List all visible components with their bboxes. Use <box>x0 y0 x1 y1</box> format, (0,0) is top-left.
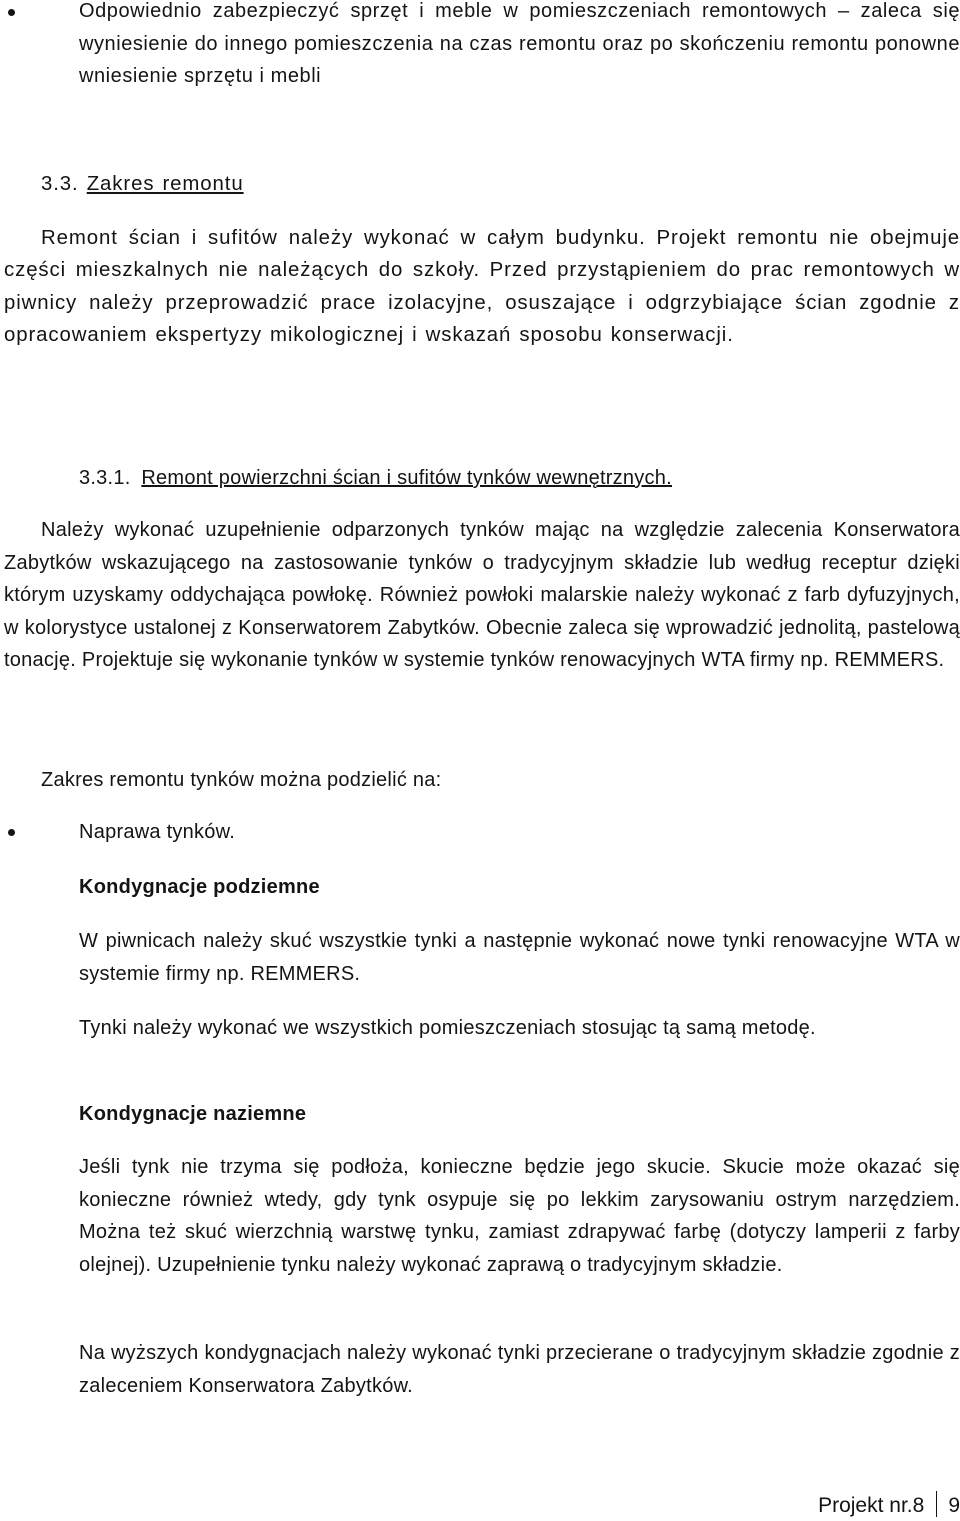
page-footer <box>818 1491 960 1521</box>
bullet-item-protect-equipment: Odpowiednio zabezpieczyć sprzęt i meble w pomieszczeniach remontowych – zaleca się wyniesienie do innego pomieszczenia na czas remontu oraz po skończeniu remontu ponowne wniesienie sprzętu i mebli <box>79 0 960 88</box>
section-title: Zakres remontu <box>86 173 244 195</box>
subsection-title: Remont powierzchni ścian i sufitów tynków wewnętrznych. <box>141 467 672 489</box>
subsection-number: 3.3.1. <box>79 467 131 489</box>
bullet-icon <box>8 829 15 836</box>
scope-intro: Zakres remontu tynków można podzielić na: <box>41 769 442 791</box>
underground-paragraph-2: Tynki należy wykonać we wszystkich pomieszczeniach stosując tą samą metodę. <box>79 1017 816 1039</box>
aboveground-paragraph-2: Na wyższych kondygnacjach należy wykonać tynki przecierane o tradycyjnym składzie zgodnie z zaleceniem Konserwatora Zabytków. <box>79 1342 960 1397</box>
section-3-3-1-paragraph: Należy wykonać uzupełnienie odparzonych tynków mając na względzie zalecenia Konserwatora Zabytków wskazującego na zastosowanie tynków o tradycyjnym składzie lub według receptur dzięki którym uzyskamy oddychająca powłokę. Również powłoki malarskie należy wykonać z farb dyfuzyjnych, w kolorystyce ustalonej z Konserwatorem Zabytków. Obecnie zaleca się wprowadzić jednolitą, pastelową tonację. Projektuje się wykonanie tynków w systemie tynków renowacyjnych WTA firmy np. REMMERS. <box>4 519 960 672</box>
section-heading-3-3-1 <box>79 462 929 495</box>
heading-aboveground-floors: Kondygnacje naziemne <box>79 1103 307 1125</box>
section-heading-3-3 <box>41 168 941 200</box>
underground-paragraph-1: W piwnicach należy skuć wszystkie tynki a następnie wykonać nowe tynki renowacyjne WTA w systemie firmy np. REMMERS. <box>79 930 960 985</box>
section-3-3-paragraph: Remont ścian i sufitów należy wykonać w całym budynku. Projekt remontu nie obejmuje części mieszkalnych nie należących do szkoły. Przed przystąpieniem do prac remontowych w piwnicy należy przeprowadzić prace izolacyjne, osuszające i odgrzybiające ścian zgodnie z opracowaniem ekspertyzy mikologicznej i wskazań sposobu konserwacji. <box>4 227 960 346</box>
footer-project-label: Projekt nr.8 <box>818 1494 925 1517</box>
footer-divider <box>936 1491 937 1517</box>
footer-page-number: 9 <box>948 1494 960 1517</box>
section-number: 3.3. <box>41 173 79 195</box>
bullet-icon <box>8 9 15 16</box>
heading-underground-floors: Kondygnacje podziemne <box>79 876 320 898</box>
bullet-item-plaster-repair: Naprawa tynków. <box>79 821 236 843</box>
aboveground-paragraph-1: Jeśli tynk nie trzyma się podłoża, konieczne będzie jego skucie. Skucie może okazać się konieczne również wtedy, gdy tynk osypuje się po lekkim zarysowaniu ostrym narzędziem. Można też skuć wierzchnią warstwę tynku, zamiast zdrapywać farbę (dotyczy lamperii z farby olejnej). Uzupełnienie tynku należy wykonać zaprawą o tradycyjnym składzie. <box>79 1156 960 1276</box>
